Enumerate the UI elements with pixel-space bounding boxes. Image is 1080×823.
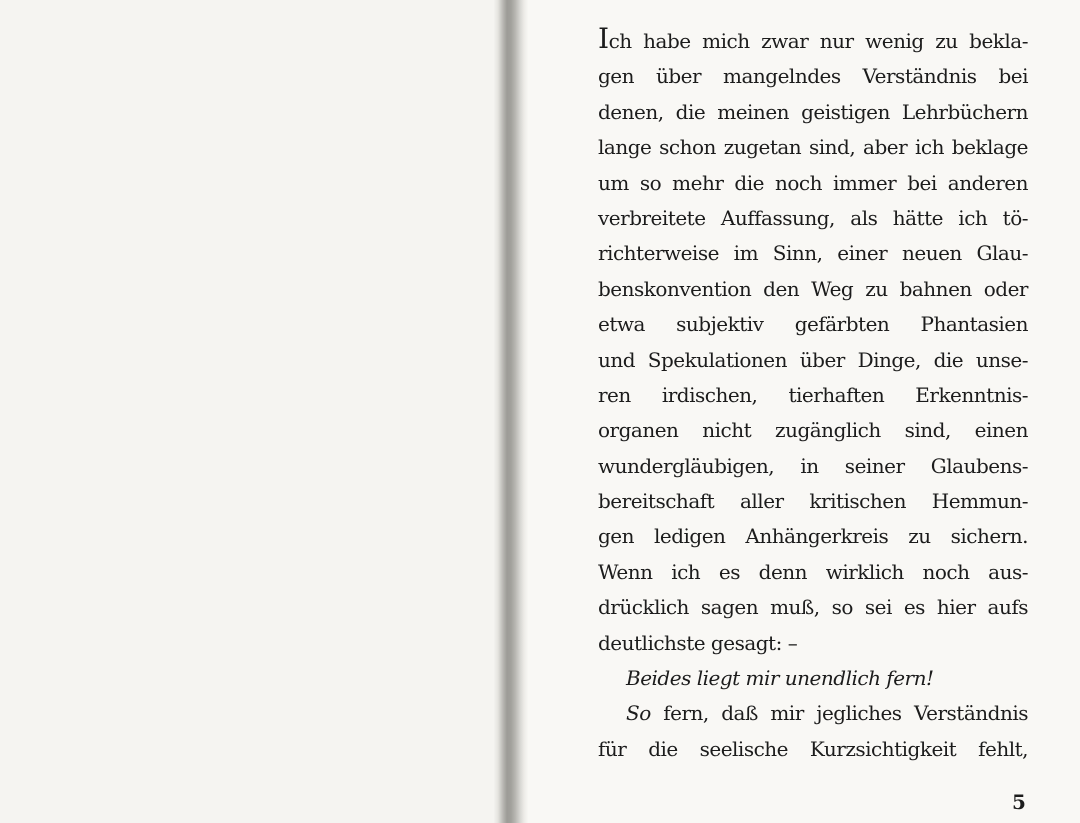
text-line: ren irdischen, tierhaften Erkenntnis- xyxy=(598,382,1028,407)
text-line: um so mehr die noch immer bei anderen xyxy=(598,170,1028,195)
text-line: bereitschaft aller kritischen Hemmun- xyxy=(598,489,1028,514)
text-line: für die seelische Kurzsichtigkeit fehlt, xyxy=(598,736,1028,761)
text-line: gen ledigen Anhängerkreis zu sichern. xyxy=(598,524,1028,549)
text-line: richterweise im Sinn, einer neuen Glau- xyxy=(598,241,1028,266)
text-line: und Spekulationen über Dinge, die unse- xyxy=(598,347,1028,372)
left-page-blank xyxy=(0,0,500,823)
page-number: 5 xyxy=(1012,790,1026,814)
text-line: organen nicht zugänglich sind, einen xyxy=(598,418,1028,443)
text-line: So fern, daß mir jegliches Verständnis xyxy=(626,701,1028,726)
text-line: deutlichste gesagt: – xyxy=(598,630,798,655)
text-line: denen, die meinen geistigen Lehrbüchern xyxy=(598,99,1028,124)
italic-emphasis-line: Beides liegt mir unendlich fern! xyxy=(626,666,934,691)
text-line: benskonvention den Weg zu bahnen oder xyxy=(598,276,1028,301)
text-line: drücklich sagen muß, so sei es hier aufs xyxy=(598,595,1028,620)
text-line: wundergläubigen, in seiner Glaubens- xyxy=(598,453,1028,478)
text-line: Wenn ich es denn wirklich noch aus- xyxy=(598,559,1028,584)
text-line: lange schon zugetan sind, aber ich beklage xyxy=(598,135,1028,160)
text-line: gen über mangelndes Verständnis bei xyxy=(598,64,1028,89)
text-line: etwa subjektiv gefärbten Phantasien xyxy=(598,312,1028,337)
body-text xyxy=(598,24,1028,767)
italic-so: So xyxy=(626,701,651,726)
text-line: verbreitete Auffassung, als hätte ich tö- xyxy=(598,205,1028,230)
text-line: Ich habe mich zwar nur wenig zu bekla- xyxy=(598,22,1028,55)
book-gutter xyxy=(494,0,528,823)
drop-cap: I xyxy=(598,22,609,55)
